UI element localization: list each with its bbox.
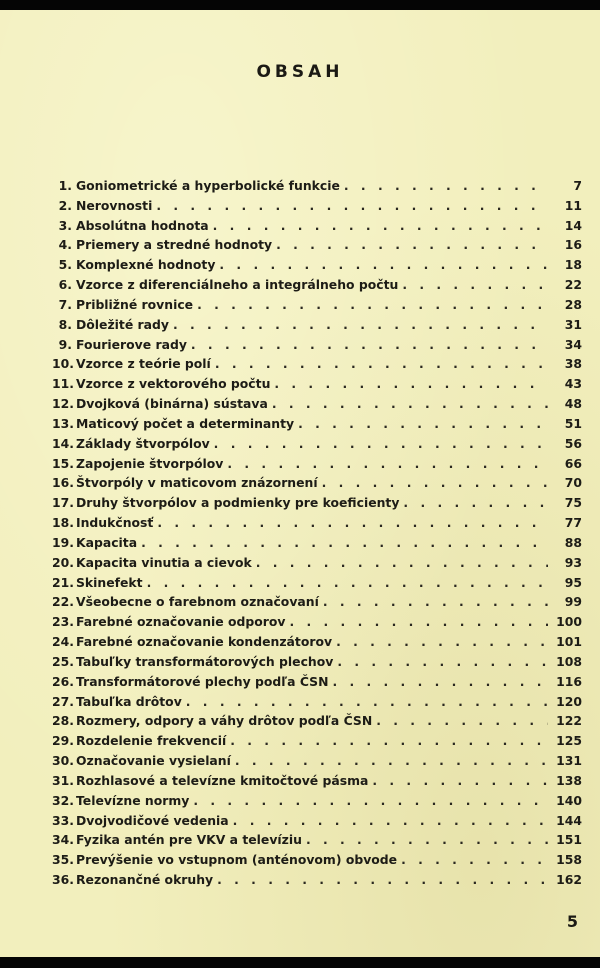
toc-entry xyxy=(52,872,582,892)
toc-dot-leader xyxy=(322,475,548,490)
toc-entry-title: Nerovnosti xyxy=(76,197,153,213)
toc-entry-page: 122 xyxy=(556,713,582,729)
toc-entry-number: 29. xyxy=(52,733,74,749)
toc-entry-title: Maticový počet a determinanty xyxy=(76,415,295,431)
toc-entry-number: 14. xyxy=(52,435,74,451)
toc-entry-page: 151 xyxy=(556,832,582,848)
toc-entry-number: 2. xyxy=(58,197,72,213)
toc-entry xyxy=(52,654,582,674)
toc-entry xyxy=(52,713,582,733)
toc-entry-page: 11 xyxy=(564,197,582,213)
toc-dot-leader xyxy=(274,376,548,391)
toc-entry-number: 1. xyxy=(58,178,72,193)
toc-entry xyxy=(52,753,582,773)
toc-dot-leader xyxy=(323,594,548,609)
toc-entry-number: 5. xyxy=(58,257,72,273)
toc-entry-number: 33. xyxy=(52,812,74,828)
toc-entry-number: 34. xyxy=(52,832,74,848)
toc-entry-title: Fourierove rady xyxy=(76,336,187,352)
toc-entry-page: 43 xyxy=(564,376,582,392)
toc-entry-title: Označovanie vysielaní xyxy=(76,753,231,769)
toc-entry xyxy=(52,416,582,436)
toc-entry-number: 26. xyxy=(52,673,74,689)
toc-entry-page: 31 xyxy=(564,316,582,332)
toc-entry-title: Dôležité rady xyxy=(76,316,169,332)
toc-entry xyxy=(52,456,582,476)
toc-entry xyxy=(52,198,582,218)
toc-entry-page: 38 xyxy=(564,356,582,372)
toc-entry-number: 15. xyxy=(52,455,74,471)
toc-entry-number: 25. xyxy=(52,653,74,669)
toc-entry-page: 56 xyxy=(564,435,582,451)
toc-dot-leader xyxy=(403,495,548,510)
toc-entry-page: 131 xyxy=(556,753,582,769)
toc-dot-leader xyxy=(336,634,548,649)
toc-entry-page: 28 xyxy=(564,296,582,312)
toc-entry-title: Všeobecne o farebnom označovaní xyxy=(76,594,319,610)
toc-entry-page: 16 xyxy=(564,237,582,253)
toc-dot-leader xyxy=(272,396,548,411)
toc-entry xyxy=(52,475,582,495)
toc-entry-number: 35. xyxy=(52,852,74,868)
toc-entry-title: Fyzika antén pre VKV a televíziu xyxy=(76,832,302,848)
book-page xyxy=(0,10,600,957)
toc-entry xyxy=(52,614,582,634)
toc-entry xyxy=(52,832,582,852)
toc-entry-page: 138 xyxy=(556,772,582,788)
toc-entry-page: 18 xyxy=(564,257,582,273)
toc-entry-title: Základy štvorpólov xyxy=(76,435,210,451)
toc-entry-title: Skinefekt xyxy=(76,574,143,590)
toc-entry-title: Priemery a stredné hodnoty xyxy=(76,237,273,253)
toc-entry-number: 17. xyxy=(52,495,74,511)
toc-entry-title: Druhy štvorpólov a podmienky pre koeficienty xyxy=(76,495,400,511)
toc-dot-leader xyxy=(214,436,548,451)
toc-entry xyxy=(52,515,582,535)
toc-entry-page: 88 xyxy=(564,534,582,550)
toc-entry xyxy=(52,237,582,257)
toc-entry xyxy=(52,277,582,297)
toc-entry-number: 16. xyxy=(52,475,74,491)
toc-entry xyxy=(52,337,582,357)
toc-entry-number: 27. xyxy=(52,693,74,709)
toc-entry-number: 23. xyxy=(52,614,74,630)
toc-entry-title: Rozmery, odpory a váhy drôtov podľa ČSN xyxy=(76,713,373,729)
toc-entry-number: 21. xyxy=(52,574,74,590)
toc-dot-leader xyxy=(157,515,548,530)
toc-entry-title: Farebné označovanie odporov xyxy=(76,614,286,630)
toc-entry-number: 13. xyxy=(52,415,74,431)
toc-entry-title: Zapojenie štvorpólov xyxy=(76,455,224,471)
toc-entry-page: 120 xyxy=(556,693,582,709)
toc-entry-number: 11. xyxy=(52,376,74,392)
toc-entry xyxy=(52,535,582,555)
toc-entry xyxy=(52,356,582,376)
toc-dot-leader xyxy=(213,218,548,233)
toc-entry xyxy=(52,674,582,694)
toc-dot-leader xyxy=(156,198,548,213)
toc-entry-title: Indukčnosť xyxy=(76,515,154,531)
page-title: OBSAH xyxy=(256,62,344,82)
toc-entry-page: 95 xyxy=(564,574,582,590)
toc-dot-leader xyxy=(141,535,548,550)
toc-dot-leader xyxy=(186,694,548,709)
toc-entry-page: 75 xyxy=(564,495,582,511)
toc-entry-number: 7. xyxy=(58,296,72,312)
toc-entry-title: Tabuľka drôtov xyxy=(76,693,182,709)
toc-entry-title: Kapacita vinutia a cievok xyxy=(76,554,252,570)
toc-dot-leader xyxy=(402,277,548,292)
toc-dot-leader xyxy=(401,852,548,867)
toc-entry-page: 14 xyxy=(564,217,582,233)
toc-dot-leader xyxy=(372,773,548,788)
toc-entry-page: 48 xyxy=(564,396,582,412)
toc-entry xyxy=(52,218,582,238)
toc-entry-page: 7 xyxy=(573,178,582,193)
toc-entry-title: Kapacita xyxy=(76,534,138,550)
toc-entry-number: 24. xyxy=(52,634,74,650)
toc-dot-leader xyxy=(337,654,548,669)
toc-entry-page: 34 xyxy=(564,336,582,352)
toc-entry-title: Dvojková (binárna) sústava xyxy=(76,396,268,412)
toc-entry-page: 66 xyxy=(564,455,582,471)
toc-entry-title: Komplexné hodnoty xyxy=(76,257,216,273)
toc-entry-page: 51 xyxy=(564,415,582,431)
toc-dot-leader xyxy=(215,356,548,371)
toc-entry-page: 99 xyxy=(564,594,582,610)
toc-entry-title: Vzorce z teórie polí xyxy=(76,356,211,372)
toc-entry-page: 162 xyxy=(556,871,582,887)
toc-dot-leader xyxy=(235,753,548,768)
toc-entry-title: Približné rovnice xyxy=(76,296,194,312)
toc-entry xyxy=(52,376,582,396)
toc-dot-leader xyxy=(191,337,548,352)
toc-entry xyxy=(52,555,582,575)
toc-dot-leader xyxy=(193,793,548,808)
toc-entry-page: 125 xyxy=(556,733,582,749)
toc-entry-number: 19. xyxy=(52,534,74,550)
toc-dot-leader xyxy=(197,297,548,312)
toc-entry-title: Rozhlasové a televízne kmitočtové pásma xyxy=(76,772,369,788)
toc-entry xyxy=(52,694,582,714)
toc-dot-leader xyxy=(376,713,548,728)
toc-entry xyxy=(52,396,582,416)
toc-dot-leader xyxy=(147,575,548,590)
toc-entry-title: Štvorpóly v maticovom znázornení xyxy=(76,475,318,491)
toc-dot-leader xyxy=(173,317,548,332)
toc-entry-number: 30. xyxy=(52,753,74,769)
toc-entry-title: Absolútna hodnota xyxy=(76,217,209,233)
toc-entry xyxy=(52,317,582,337)
toc-entry-number: 8. xyxy=(58,316,72,332)
toc-entry-number: 31. xyxy=(52,772,74,788)
toc-entry-page: 70 xyxy=(564,475,582,491)
toc-entry xyxy=(52,773,582,793)
toc-entry xyxy=(52,257,582,277)
toc-entry-page: 101 xyxy=(556,634,582,650)
toc-entry xyxy=(52,793,582,813)
toc-entry-page: 116 xyxy=(556,673,582,689)
toc-entry-number: 12. xyxy=(52,396,74,412)
toc-entry xyxy=(52,436,582,456)
toc-entry xyxy=(52,634,582,654)
toc-entry-page: 77 xyxy=(564,515,582,531)
toc-entry-number: 3. xyxy=(58,217,72,233)
toc-entry-page: 108 xyxy=(556,653,582,669)
toc-dot-leader xyxy=(276,237,548,252)
toc-entry xyxy=(52,852,582,872)
toc-entry-page: 144 xyxy=(556,812,582,828)
toc-entry xyxy=(52,813,582,833)
toc-entry-title: Rezonančné okruhy xyxy=(76,871,214,887)
toc-entry-title: Dvojvodičové vedenia xyxy=(76,812,229,828)
toc-entry-title: Goniometrické a hyperbolické funkcie xyxy=(76,178,340,193)
toc-entry-number: 10. xyxy=(52,356,74,372)
toc-entry-title: Tabuľky transformátorových plechov xyxy=(76,653,334,669)
toc-entry-title: Farebné označovanie kondenzátorov xyxy=(76,634,333,650)
page-number: 5 xyxy=(566,912,578,931)
toc-entry-number: 22. xyxy=(52,594,74,610)
toc-entry-number: 28. xyxy=(52,713,74,729)
toc-dot-leader xyxy=(298,416,548,431)
toc-entry xyxy=(52,495,582,515)
toc-entry xyxy=(52,297,582,317)
toc-entry-page: 22 xyxy=(564,277,582,293)
toc-dot-leader xyxy=(344,178,548,193)
toc-entry-number: 32. xyxy=(52,792,74,808)
toc-entry xyxy=(52,594,582,614)
toc-entry-title: Rozdelenie frekvencií xyxy=(76,733,227,749)
toc-dot-leader xyxy=(217,872,548,887)
toc-dot-leader xyxy=(289,614,548,629)
toc-entry-number: 20. xyxy=(52,554,74,570)
toc-entry-page: 100 xyxy=(556,614,582,630)
toc-dot-leader xyxy=(306,832,548,847)
toc-entry-page: 158 xyxy=(556,852,582,868)
toc-entry-number: 36. xyxy=(52,871,74,887)
toc-entry xyxy=(52,733,582,753)
toc-dot-leader xyxy=(332,674,548,689)
toc-entry-number: 18. xyxy=(52,515,74,531)
toc-entry-page: 140 xyxy=(556,792,582,808)
toc-dot-leader xyxy=(227,456,548,471)
toc-entry-title: Prevýšenie vo vstupnom (anténovom) obvode xyxy=(76,852,398,868)
toc-dot-leader xyxy=(233,813,548,828)
toc-entry-title: Televízne normy xyxy=(76,792,190,808)
toc-entry-number: 9. xyxy=(58,336,72,352)
toc-dot-leader xyxy=(219,257,548,272)
toc-entry-title: Transformátorové plechy podľa ČSN xyxy=(76,673,329,689)
toc-entry xyxy=(52,575,582,595)
toc-entry-title: Vzorce z diferenciálneho a integrálneho počtu xyxy=(76,277,399,293)
toc-entry xyxy=(52,178,582,198)
toc-dot-leader xyxy=(256,555,548,570)
toc-entry-number: 4. xyxy=(58,237,72,253)
table-of-contents xyxy=(52,178,582,892)
toc-entry-title: Vzorce z vektorového počtu xyxy=(76,376,271,392)
toc-entry-number: 6. xyxy=(58,277,72,293)
toc-dot-leader xyxy=(230,733,548,748)
toc-entry-page: 93 xyxy=(564,554,582,570)
